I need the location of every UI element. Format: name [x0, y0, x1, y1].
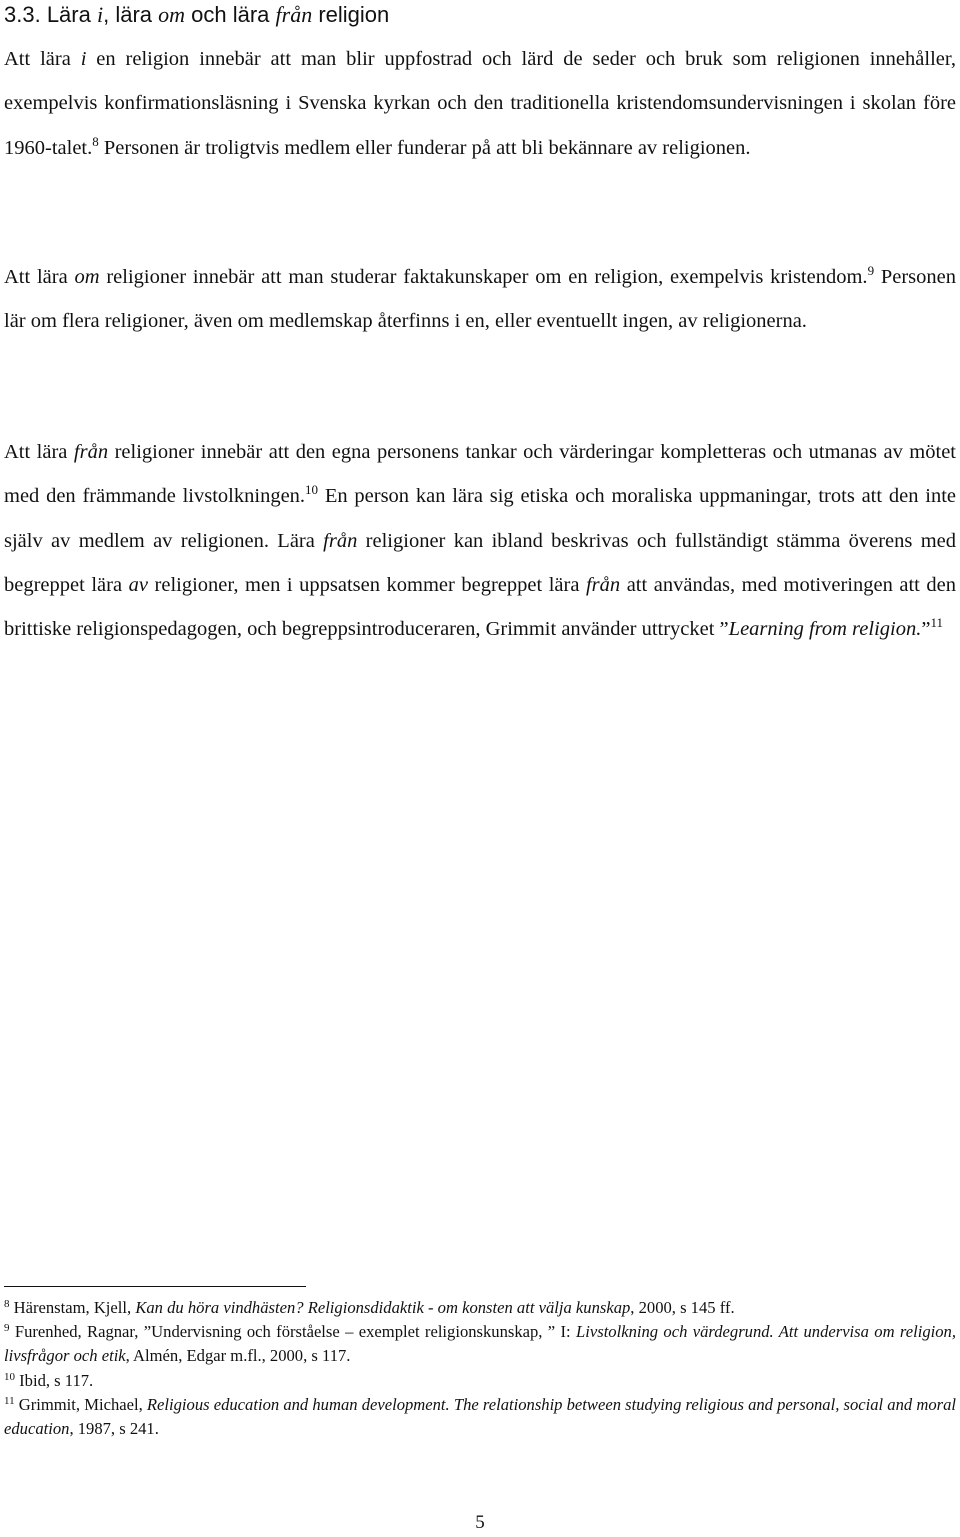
paragraph-text: En person kan lära sig etiska och moraliska uppmaningar, trots att den inte själv av medlem av religionen. Lära: [4, 485, 956, 552]
footnote-divider: [4, 1286, 306, 1287]
paragraph-text: religioner, men i uppsatsen kommer begreppet lära: [147, 573, 586, 596]
paragraph-text: en religion innebär att man blir uppfostrad och lärd de seder och bruk som religionen innehåller, exempelvis konfirmationsläsning i Svenska kyrkan och den traditionella kristendomsundervisningen i skolan före 1960-talet.: [4, 48, 956, 159]
footnote-number: 10: [4, 1370, 15, 1383]
heading-text: Lära: [40, 2, 97, 27]
footnote-title: Kan du höra vindhästen? Religionsdidaktik - om konsten att välja kunskap: [135, 1298, 631, 1317]
heading-emphasis: om: [158, 2, 186, 27]
footnote-ref-9[interactable]: 9: [867, 263, 875, 278]
section-heading: [4, 0, 954, 30]
footnote-number: 9: [4, 1322, 10, 1335]
footnote-title: Livstolkning och värdegrund. Att undervisa om religion, livsfrågor och etik: [4, 1322, 956, 1366]
paragraph-lara-fran: [4, 430, 956, 651]
paragraph-text: Att lära: [4, 441, 74, 463]
footnote-11: [4, 1393, 956, 1441]
footnote-text: , Almén, Edgar m.fl., 2000, s 117.: [125, 1346, 351, 1366]
heading-emphasis: från: [275, 2, 313, 27]
heading-text: , lära: [103, 2, 159, 27]
heading-emphasis: i: [96, 2, 104, 27]
footnotes: [4, 1296, 956, 1441]
paragraph-emphasis: från: [585, 573, 621, 596]
paragraph-lara-om: [4, 255, 956, 344]
footnote-number: 8: [4, 1298, 10, 1310]
footnote-title: Religious education and human development. The relationship between studying religious and personal, social and moral education: [4, 1394, 957, 1439]
section-number: 3.3.: [4, 2, 41, 27]
paragraph-emphasis: i: [80, 48, 87, 70]
paragraph-emphasis: av: [128, 573, 148, 596]
footnote-9: [4, 1320, 956, 1368]
paragraph-emphasis: Learning from religion.: [728, 618, 922, 641]
footnote-number: 11: [4, 1394, 15, 1407]
paragraph-text: religioner innebär att man studerar faktakunskaper om en religion, exempelvis kristendom.: [99, 266, 868, 288]
footnote-text: Ibid, s 117.: [15, 1370, 94, 1390]
paragraph-text: ”: [921, 618, 931, 641]
paragraph-text: religioner kan ibland beskrivas och fullständigt stämma överens med begreppet lära: [4, 529, 956, 596]
paragraph-text: religioner innebär att den egna personens tankar och värderingar kompletteras och utmanas av mötet med den främmande livstolkningen.: [4, 441, 956, 508]
footnote-text: , 2000, s 145 ff.: [630, 1298, 735, 1317]
heading-text: religion: [312, 2, 390, 27]
footnote-text: Furenhed, Ragnar, ”Undervisning och förståelse – exemplet religionskunskap, ” I:: [9, 1322, 577, 1342]
footnote-ref-11[interactable]: 11: [930, 615, 943, 631]
paragraph-text: att användas, med motiveringen att den brittiske religionspedagogen, och begreppsintroduceraren, Grimmit använder uttrycket ”: [4, 573, 956, 641]
page-number: 5: [475, 1512, 485, 1533]
paragraph-emphasis: om: [74, 266, 100, 288]
footnote-text: Grimmit, Michael,: [14, 1394, 147, 1414]
footnote-ref-8[interactable]: 8: [92, 133, 99, 149]
heading-text: och lära: [185, 2, 276, 27]
paragraph-emphasis: från: [73, 441, 109, 463]
paragraph-text: Att lära: [4, 266, 75, 288]
footnote-ref-10[interactable]: 10: [305, 482, 319, 498]
paragraph-text: Personen lär om flera religioner, även om medlemskap återfinns i en, eller eventuellt ingen, av religionerna.: [4, 266, 957, 333]
footnote-8: [4, 1296, 956, 1320]
paragraph-lara-i: [4, 37, 956, 170]
paragraph-emphasis: från: [323, 529, 358, 552]
footnote-10: [4, 1369, 956, 1393]
footnote-text: , 1987, s 241.: [69, 1419, 159, 1439]
paragraph-text: Personen är troligtvis medlem eller funderar på att bli bekännare av religionen.: [98, 136, 751, 159]
footnote-text: Härenstam, Kjell,: [9, 1298, 136, 1317]
paragraph-text: Att lära: [4, 48, 81, 70]
